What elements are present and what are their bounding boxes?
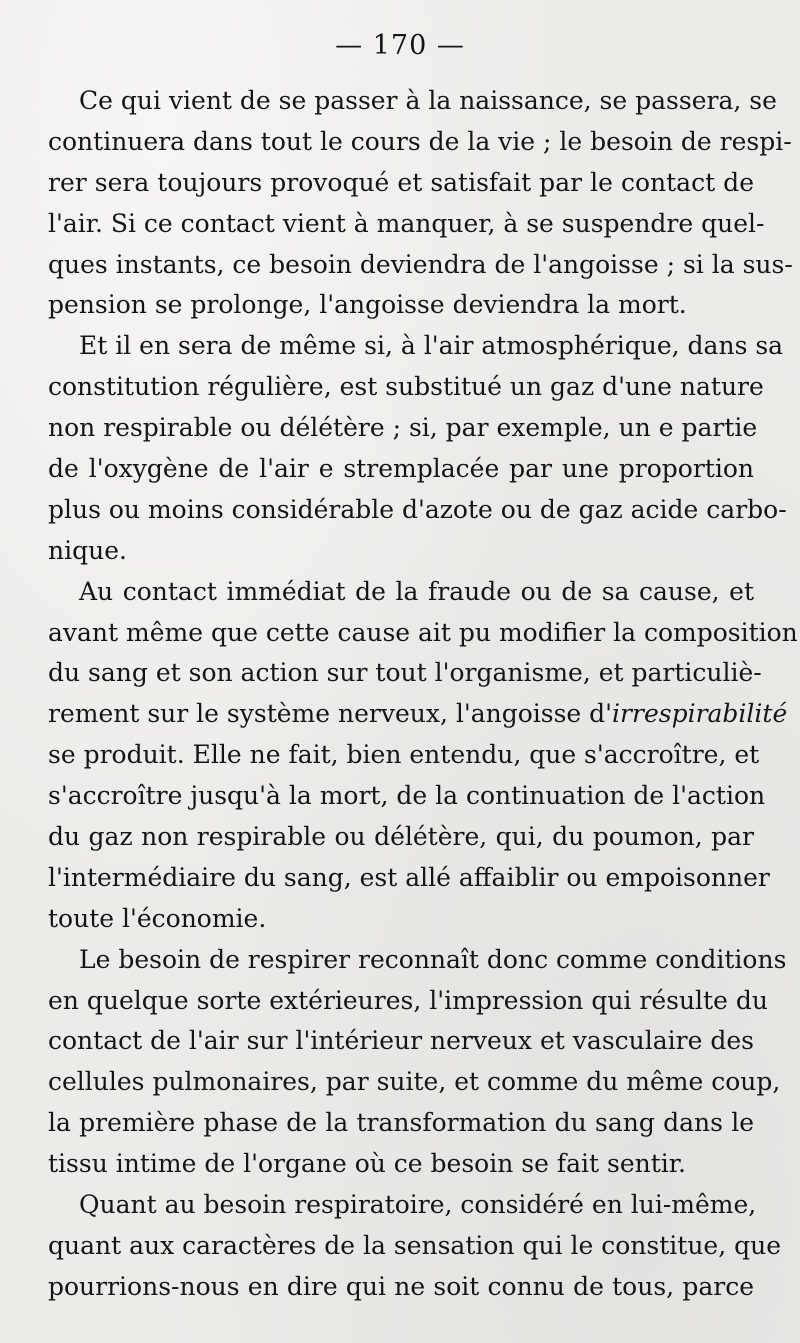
body-text	[48, 81, 798, 1308]
text-segment: rement sur le système nerveux, l'angoisse d'	[48, 699, 613, 729]
text-line: du sang et son action sur tout l'organisme, et particuliè-	[48, 658, 762, 688]
text-line: en quelque sorte extérieures, l'impression qui résulte du	[48, 985, 768, 1015]
text-line: pension se prolonge, l'angoisse deviendra la mort.	[48, 290, 687, 320]
text-line: Quant au besoin respiratoire, considéré en lui-même,	[79, 1190, 757, 1220]
text-line: l'intermédiaire du sang, est allé affaiblir ou empoisonner	[48, 862, 770, 892]
text-line: nique.	[48, 535, 127, 565]
text-line: s'accroître jusqu'à la mort, de la continuation de l'action	[48, 781, 766, 811]
text-line: tissu intime de l'organe où ce besoin se fait sentir.	[48, 1149, 686, 1179]
text-line: non respirable ou délétère ; si, par exemple, un e partie	[48, 413, 758, 443]
text-line: se produit. Elle ne fait, bien entendu, que s'accroître, et	[48, 740, 760, 770]
text-line: quant aux caractères de la sensation qui le constitue, que	[48, 1230, 782, 1260]
text-line: plus ou moins considérable d'azote ou de gaz acide carbo-	[48, 494, 787, 524]
text-line: pourrions-nous en dire qui ne soit connu de tous, parce	[48, 1271, 754, 1301]
text-line: constitution régulière, est substitué un gaz d'une nature	[48, 372, 764, 402]
text-line: ques instants, ce besoin deviendra de l'angoisse ; si la sus-	[48, 249, 793, 279]
text-line: Ce qui vient de se passer à la naissance, se passera, se	[79, 86, 777, 115]
text-line: avant même que cette cause ait pu modifier la composition	[48, 617, 798, 647]
text-line: rer sera toujours provoqué et satisfait par le contact de	[48, 167, 754, 197]
text-line: Le besoin de respirer reconnaît donc comme conditions	[79, 944, 787, 974]
text-line: Au contact immédiat de la fraude ou de sa cause, et	[79, 576, 754, 606]
page-number: — 170 —	[335, 30, 465, 61]
text-line: la première phase de la transformation du sang dans le	[48, 1108, 754, 1138]
text-line: Et il en sera de même si, à l'air atmosphérique, dans sa	[79, 331, 784, 361]
text-line: du gaz non respirable ou délétère, qui, du poumon, par	[48, 822, 754, 852]
text-line: de l'oxygène de l'air e stremplacée par une proportion	[48, 454, 754, 484]
text-line: continuera dans tout le cours de la vie ; le besoin de respi-	[48, 126, 792, 156]
text-line: l'air. Si ce contact vient à manquer, à se suspendre quel-	[48, 208, 765, 238]
text-line: toute l'économie.	[48, 903, 267, 933]
text-line: cellules pulmonaires, par suite, et comme du même coup,	[48, 1067, 781, 1097]
italic-term: irrespirabilité	[612, 699, 788, 729]
text-line: contact de l'air sur l'intérieur nerveux et vasculaire des	[48, 1026, 754, 1056]
text-line-with-italic	[48, 694, 788, 735]
